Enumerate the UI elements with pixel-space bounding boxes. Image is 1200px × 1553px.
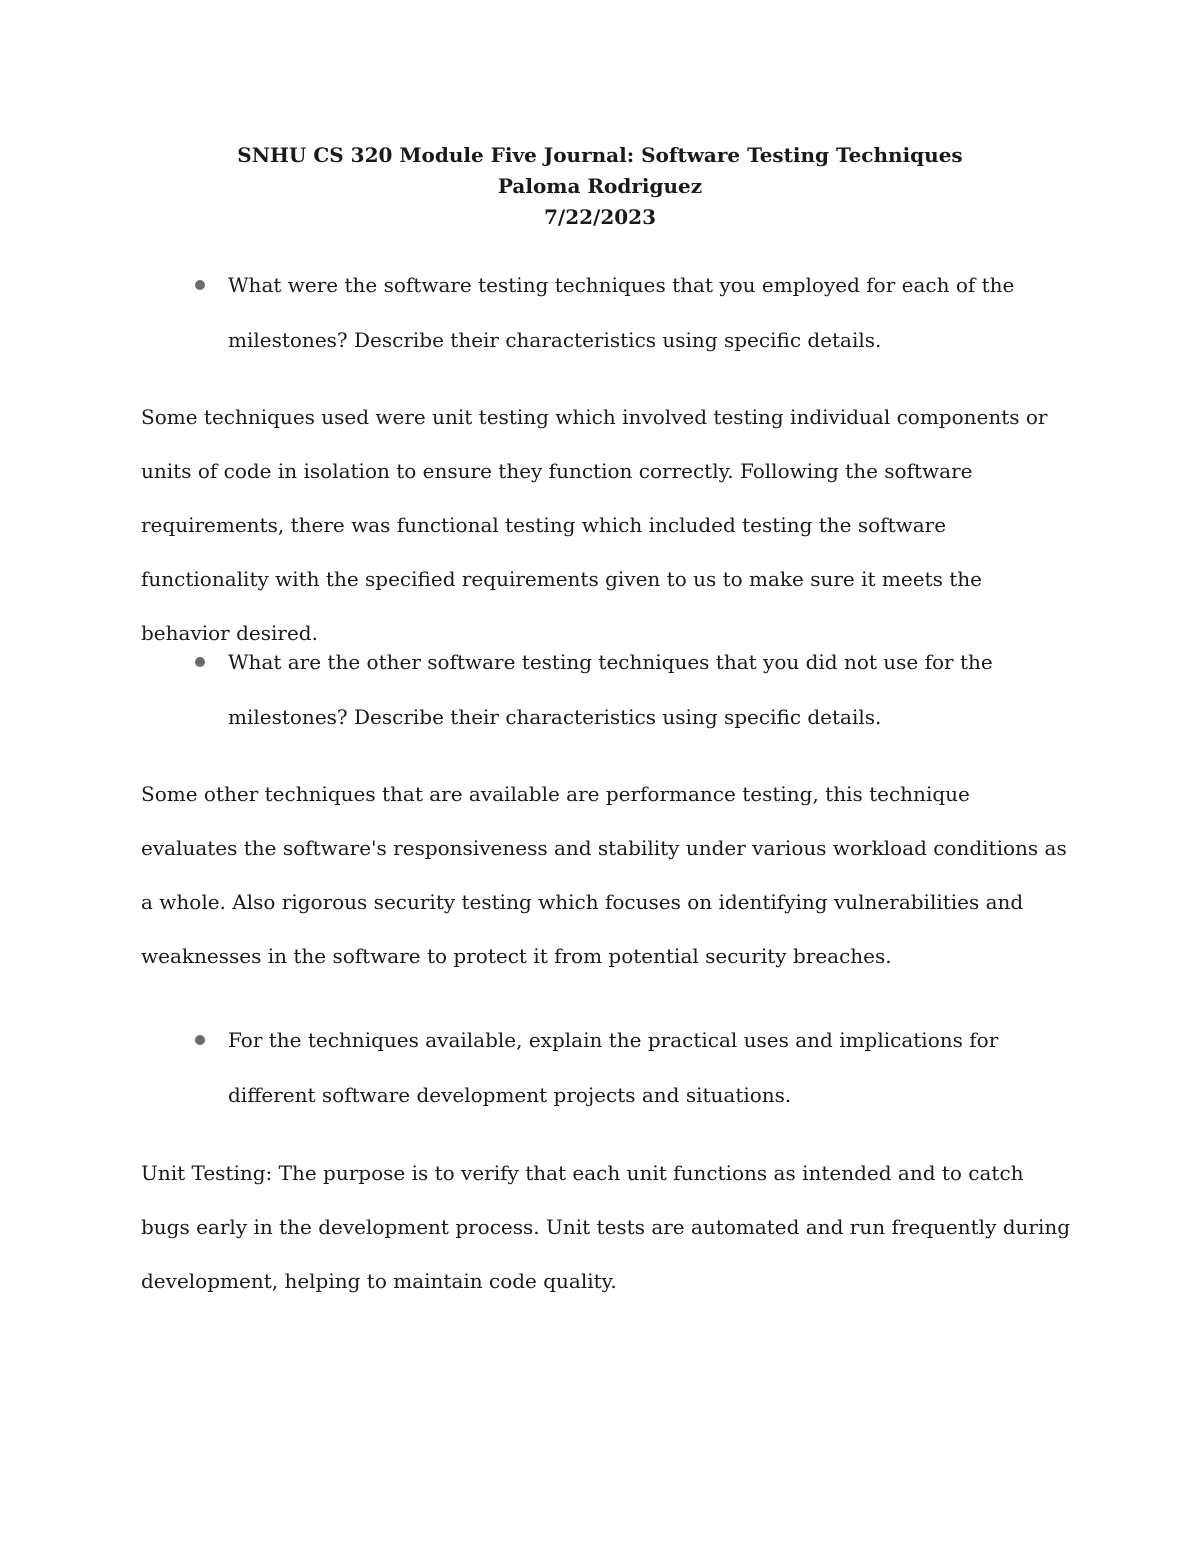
question-item: [228, 258, 1088, 368]
question-item: [228, 1013, 1088, 1123]
document-header: [0, 140, 1200, 233]
question-text: What are the other software testing techniques that you did not use for the milestones? Describe their characteristics using specific details.: [228, 650, 993, 729]
bullet-icon: [195, 657, 205, 667]
author-name: Paloma Rodriguez: [497, 174, 703, 198]
document-title: SNHU CS 320 Module Five Journal: Software Testing Techniques: [237, 143, 963, 167]
question-text: What were the software testing techniques that you employed for each of the milestones? Describe their characteristics using specific details.: [228, 273, 1015, 352]
bullet-icon: [195, 280, 205, 290]
bullet-icon: [195, 1035, 205, 1045]
question-item: [228, 635, 1088, 745]
document-date: 7/22/2023: [543, 205, 657, 229]
answer-paragraph: Some techniques used were unit testing which involved testing individual components or units of code in isolation to ensure they function correctly. Following the software requirements, there was functional testing which included testing the software functionality with the specified requirements given to us to make sure it meets the behavior desired.: [141, 405, 1048, 645]
answer-paragraph: Unit Testing: The purpose is to verify that each unit functions as intended and to catch bugs early in the development process. Unit tests are automated and run frequently during development, helping to maintain code quality.: [141, 1161, 1071, 1293]
question-text: For the techniques available, explain the practical uses and implications for different software development projects and situations.: [228, 1028, 999, 1107]
answer-paragraph: Some other techniques that are available are performance testing, this technique evaluates the software's responsiveness and stability under various workload conditions as a whole. Also rigorous security testing which focuses on identifying vulnerabilities and weaknesses in the software to protect it from potential security breaches.: [141, 782, 1067, 968]
